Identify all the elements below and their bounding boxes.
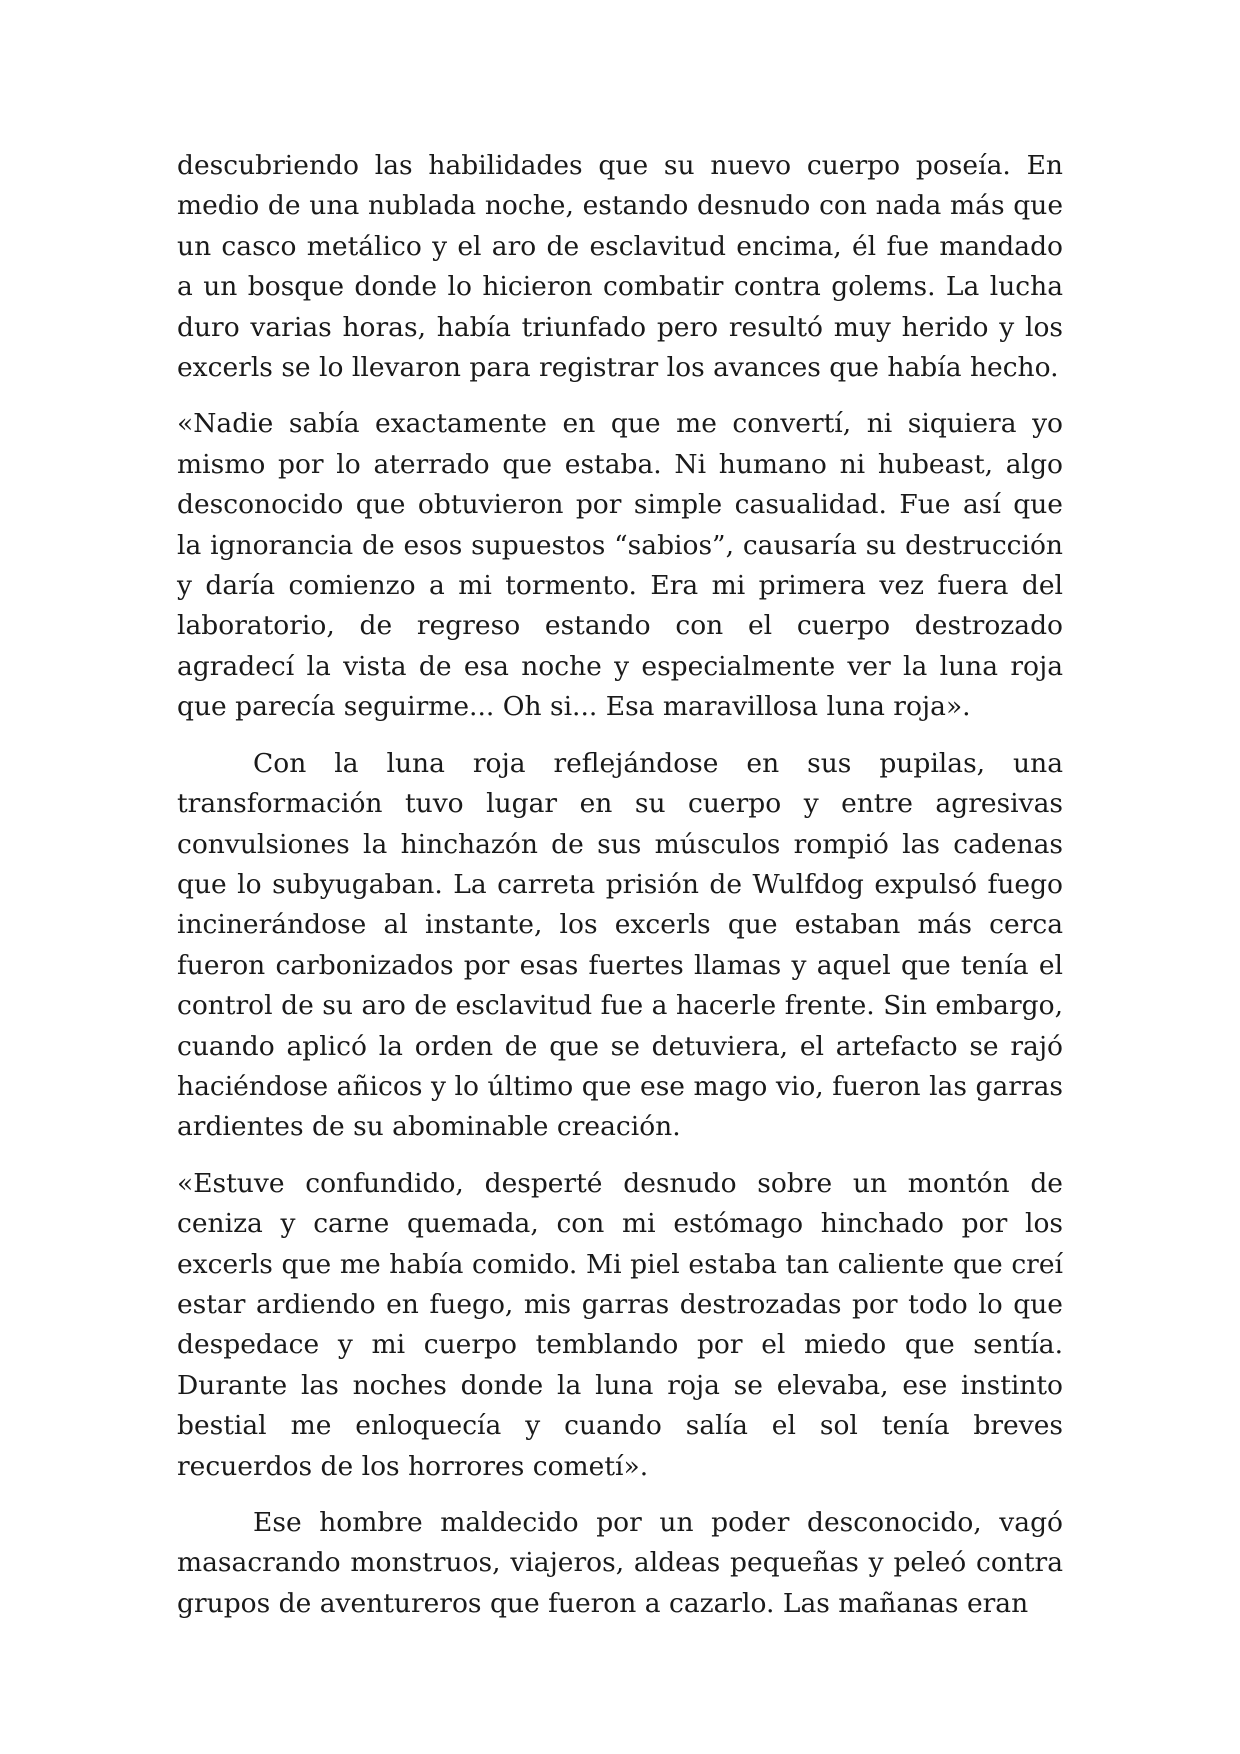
- paragraph-continuation: descubriendo las habilidades que su nuevo cuerpo poseía. En medio de una nublada noche, estando desnudo con nada más que un casco metálico y el aro de esclavitud encima, él fue mandado a un bosque donde lo hicieron combatir contra golems. La lucha duro varias horas, había triunfado pero resultó muy herido y los excerls se lo llevaron para registrar los avances que había hecho.: [177, 150, 1063, 384]
- paragraph-quote-2: «Estuve confundido, desperté desnudo sobre un montón de ceniza y carne quemada, con mi estómago hinchado por los excerls que me había comido. Mi piel estaba tan caliente que creí estar ardiendo en fuego, mis garras destrozadas por todo lo que despedace y mi cuerpo temblando por el miedo que sentía. Durante las noches donde la luna roja se elevaba, ese instinto bestial me enloquecía y cuando salía el sol tenía breves recuerdos de los horrores cometí».: [177, 1167, 1063, 1482]
- paragraph-quote-1: «Nadie sabía exactamente en que me convertí, ni siquiera yo mismo por lo aterrado que estaba. Ni humano ni hubeast, algo desconocido que obtuvieron por simple casualidad. Fue así que la ignorancia de esos supuestos “sabios”, causaría su destrucción y daría comienzo a mi tormento. Era mi primera vez fuera del laboratorio, de regreso estando con el cuerpo destrozado agradecí la vista de esa noche y especialmente ver la luna roja que parecía seguirme... Oh si... Esa maravillosa luna roja».: [177, 408, 1063, 723]
- paragraph-transformation: Con la luna roja reflejándose en sus pupilas, una transformación tuvo lugar en su cuerpo y entre agresivas convulsiones la hinchazón de sus músculos rompió las cadenas que lo subyugaban. La carreta prisión de Wulfdog expulsó fuego incinerándose al instante, los excerls que estaban más cerca fueron carbonizados por esas fuertes llamas y aquel que tenía el control de su aro de esclavitud fue a hacerle frente. Sin embargo, cuando aplicó la orden de que se detuviera, el artefacto se rajó haciéndose añicos y lo último que ese mago vio, fueron las garras ardientes de su abominable creación.: [177, 747, 1063, 1143]
- body-text: [177, 146, 1063, 1624]
- paragraph-cursed-man: Ese hombre maldecido por un poder desconocido, vagó masacrando monstruos, viajeros, aldeas pequeñas y peleó contra grupos de aventureros que fueron a cazarlo. Las mañanas eran: [177, 1507, 1063, 1619]
